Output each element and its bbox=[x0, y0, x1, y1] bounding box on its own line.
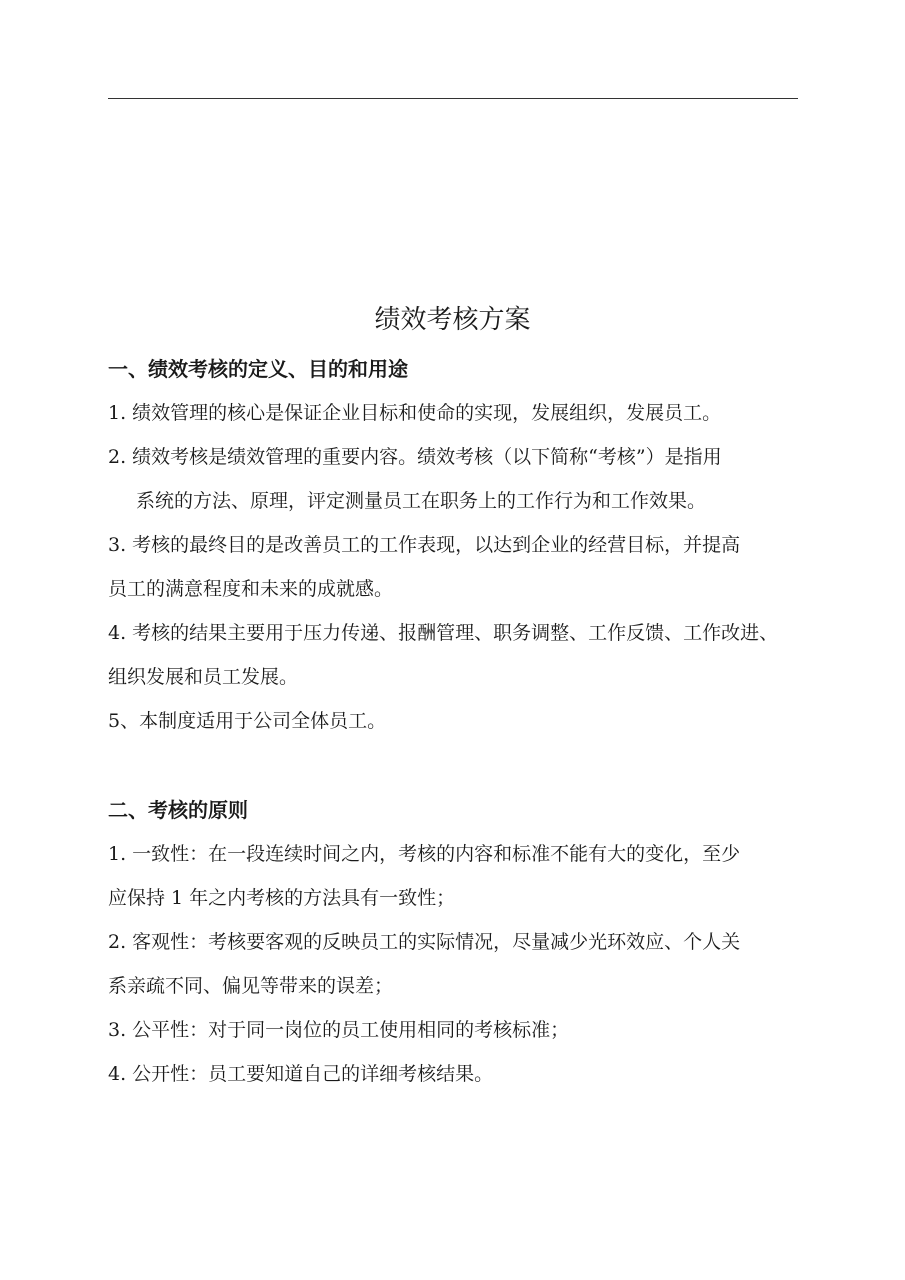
paragraph-line: 组织发展和员工发展。 bbox=[108, 666, 299, 688]
section-heading: 一、绩效考核的定义、目的和用途 bbox=[108, 357, 408, 381]
section-principles bbox=[108, 788, 808, 1096]
paragraph-line: 3. 公平性：对于同一岗位的员工使用相同的考核标准； bbox=[108, 1019, 570, 1041]
paragraph-line: 4. 公开性：员工要知道自己的详细考核结果。 bbox=[108, 1063, 494, 1085]
section-heading: 二、考核的原则 bbox=[108, 798, 248, 822]
paragraph-line: 2. 绩效考核是绩效管理的重要内容。绩效考核（以下简称“考核”）是指用 bbox=[108, 446, 722, 468]
paragraph-line: 应保持 1 年之内考核的方法具有一致性； bbox=[108, 887, 456, 909]
section-definition bbox=[108, 347, 808, 743]
paragraph-line: 4. 考核的结果主要用于压力传递、报酬管理、职务调整、工作反馈、工作改进、 bbox=[108, 622, 779, 644]
paragraph-line: 5、本制度适用于公司全体员工。 bbox=[108, 710, 387, 732]
paragraph-line: 系亲疏不同、偏见等带来的误差； bbox=[108, 975, 394, 997]
paragraph-line: 员工的满意程度和未来的成就感。 bbox=[108, 578, 394, 600]
document-title: 绩效考核方案 bbox=[374, 305, 531, 335]
paragraph-line: 1. 一致性：在一段连续时间之内，考核的内容和标准不能有大的变化，至少 bbox=[108, 843, 741, 865]
header-rule bbox=[108, 98, 798, 99]
paragraph-line: 1. 绩效管理的核心是保证企业目标和使命的实现，发展组织，发展员工。 bbox=[108, 402, 722, 424]
paragraph-line: 2. 客观性：考核要客观的反映员工的实际情况，尽量减少光环效应、个人关 bbox=[108, 931, 741, 953]
section-spacer bbox=[108, 743, 808, 788]
document-body bbox=[108, 347, 808, 1096]
paragraph-line: 3. 考核的最终目的是改善员工的工作表现，以达到企业的经营目标，并提高 bbox=[108, 534, 741, 556]
paragraph-line: 系统的方法、原理，评定测量员工在职务上的工作行为和工作效果。 bbox=[136, 490, 707, 512]
